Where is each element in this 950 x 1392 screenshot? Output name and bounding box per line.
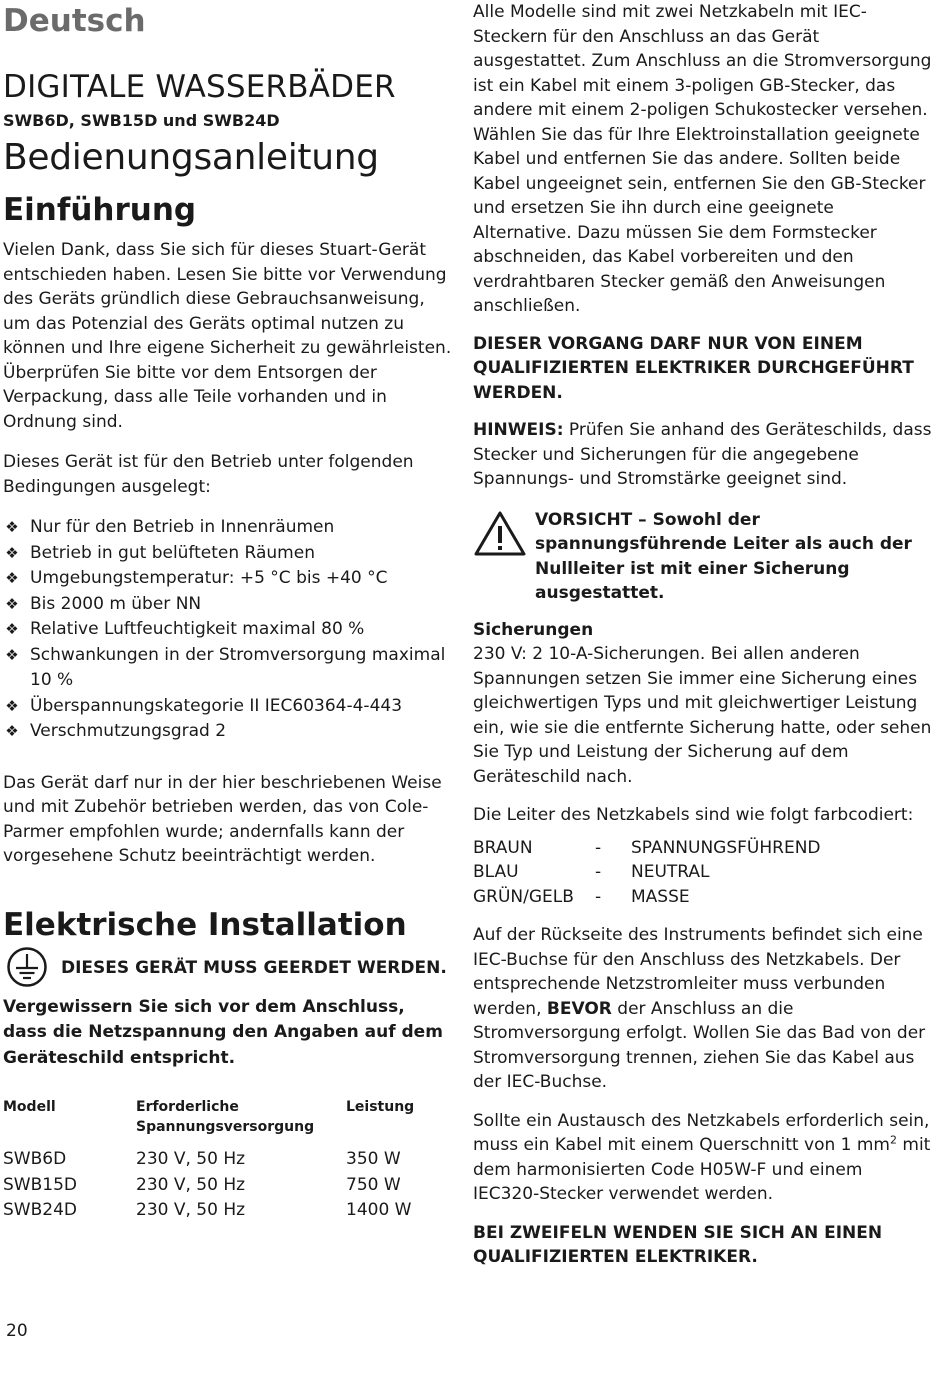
table-cell: -: [595, 862, 602, 882]
list-item: ❖ Überspannungskategorie II IEC60364-4-443: [3, 694, 453, 720]
caution-row: [473, 508, 933, 606]
document-title: DIGITALE WASSERBÄDER: [3, 69, 396, 105]
document-subtitle: Bedienungsanleitung: [3, 137, 379, 178]
table-row: [473, 860, 821, 885]
bullet-icon: ❖: [5, 518, 19, 536]
table-cell: SPANNUNGSFÜHREND: [631, 837, 821, 858]
bullet-icon: ❖: [5, 543, 19, 562]
superscript: 2: [889, 1133, 897, 1147]
cables-paragraph: Alle Modelle sind mit zwei Netzkabeln mit IEC-Steckern für den Anschluss an das Gerät ausgestattet. Zum Anschluss an die Stromversorgung ist ein Kabel mit einem 3-poligen GB-Stecker, das andere mit einem 2-poligen Schukostecker versehen. Wählen Sie das für Ihre Elektroinstallation geeignete Kabel und entfernen Sie das andere. Sollten beide Kabel ungeeignet sein, entfernen Sie den GB-Stecker und ersetzen Sie ihn durch eine geeignete Alternative. Dazu müssen Sie dem Formstecker abschneiden, das Kabel vorbereiten und den verdrahtbaren Stecker gemäß den Anweisungen anschließen.: [473, 2, 932, 316]
fuses-heading: Sicherungen: [473, 619, 594, 640]
usage-note: Das Gerät darf nur in der hier beschriebenen Weise und mit Zubehör betrieben werden, das von Cole-Parmer empfohlen wurde; andernfalls kann der vorgesehene Schutz beeinträchtigt werden.: [3, 772, 442, 866]
voltage-check-text: Vergewissern Sie sich vor dem Anschluss, dass die Netzspannung den Angaben auf dem Geräteschild entspricht.: [3, 996, 443, 1068]
table-cell: 230 V, 50 Hz: [136, 1149, 246, 1169]
table-cell: 230 V, 50 Hz: [136, 1200, 246, 1220]
cable-replacement-paragraph: Sollte ein Austausch des Netzkabels erforderlich sein, muss ein Kabel mit einem Querschnitt von 1 $mm^2$ mit dem harmonisierten Code H05W-F und einem IEC320-Stecker verwendet werden.: [473, 1110, 931, 1204]
doubt-warning: BEI ZWEIFELN WENDEN SIE SICH AN EINEN QUALIFIZIERTEN ELEKTRIKER.: [473, 1222, 883, 1267]
intro-heading: Einführung: [3, 192, 197, 228]
socket-paragraph: Auf der Rückseite des Instruments befindet sich eine IEC-Buchse für den Anschluss des Netzkabels. Der entsprechende Netzstromleiter muss verbunden werden, BEVOR der Anschluss an die Stromversorgung erfolgt. Wollen Sie das Bad von der Stromversorgung trennen, ziehen Sie das Kabel aus der IEC-Buchse.: [473, 925, 926, 1092]
list-item: ❖ Betrieb in gut belüfteten Räumen: [3, 541, 453, 567]
table-header-row: [3, 1097, 446, 1147]
warning-triangle-icon: [473, 510, 527, 558]
bullet-icon: ❖: [5, 645, 19, 664]
bullet-icon: ❖: [5, 569, 19, 587]
table-cell: GRÜN/GELB: [473, 886, 574, 907]
right-column: [473, 0, 933, 1270]
left-column: [3, 0, 453, 1224]
fuses-paragraph: 230 V: 2 10-A-Sicherungen. Bei allen anderen Spannungen setzen Sie immer eine Sicherung eines gleichwertigen Typs und mit gleichwertiger Leistung ein, wie sie die entfernte Sicherung hatte, oder sehen Sie Typ und Leistung der Sicherung auf dem Geräteschild nach.: [473, 644, 932, 787]
table-cell: -: [595, 837, 602, 858]
model-list: SWB6D, SWB15D und SWB24D: [3, 111, 280, 130]
power-table: [3, 1097, 446, 1224]
table-header-cell: Erforderliche Spannungsversorgung: [136, 1099, 315, 1135]
table-cell: MASSE: [631, 886, 690, 907]
table-cell: BRAUN: [473, 837, 533, 858]
table-row: [473, 836, 821, 861]
table-cell: -: [595, 886, 602, 907]
list-item: ❖ Nur für den Betrieb in Innenräumen: [3, 515, 453, 541]
table-cell: 350 W: [346, 1149, 401, 1169]
language-label: Deutsch: [3, 3, 146, 39]
bullet-icon: ❖: [5, 696, 19, 715]
electrical-heading: Elektrische Installation: [3, 906, 407, 943]
ground-warning-text: DIESES GERÄT MUSS GEERDET WERDEN.: [61, 957, 447, 978]
table-cell: BLAU: [473, 862, 519, 882]
before-emphasis: BEVOR: [546, 998, 612, 1019]
conditions-intro: Dieses Gerät ist für den Betrieb unter folgenden Bedingungen ausgelegt:: [3, 452, 414, 497]
table-cell: SWB6D: [3, 1149, 67, 1169]
table-row: [473, 885, 821, 910]
caution-text: VORSICHT – Sowohl der spannungsführende Leiter als auch der Nullleiter ist mit einer Sicherung ausgestattet.: [535, 509, 912, 603]
list-item: ❖ Verschmutzungsgrad 2: [3, 719, 453, 745]
bullet-icon: ❖: [5, 594, 19, 613]
page-number: 20: [6, 1321, 28, 1341]
list-item: ❖ Relative Luftfeuchtigkeit maximal 80 %: [3, 617, 453, 643]
table-cell: 1400 W: [346, 1200, 412, 1220]
list-item: ❖ Bis 2000 m über NN: [3, 592, 453, 618]
table-cell: NEUTRAL: [631, 862, 710, 882]
table-row: [3, 1173, 446, 1199]
table-header-cell: Leistung: [346, 1099, 415, 1115]
table-row: [3, 1147, 446, 1173]
bullet-icon: ❖: [5, 722, 19, 740]
table-cell: 230 V, 50 Hz: [136, 1174, 246, 1195]
hint-label: HINWEIS:: [473, 420, 564, 440]
intro-paragraph: Vielen Dank, dass Sie sich für dieses Stuart-Gerät entschieden haben. Lesen Sie bitte vor Verwendung des Geräts gründlich diese Gebrauchsanweisung, um das Potenzial des Geräts optimal nutzen zu können und Ihre eigene Sicherheit zu gewährleisten. Überprüfen Sie bitte vor dem Entsorgen der Verpackung, dass alle Teile vorhanden und in Ordnung sind.: [3, 240, 452, 432]
earth-ground-icon: [3, 947, 55, 987]
table-header-cell: Modell: [3, 1099, 56, 1115]
table-cell: SWB15D: [3, 1174, 77, 1195]
hint-paragraph: [473, 418, 933, 492]
hint-text: Prüfen Sie anhand des Geräteschilds, dass Stecker und Sicherungen für die angegebene Spannungs- und Stromstärke geeignet sind.: [473, 420, 932, 489]
list-item: ❖ Umgebungstemperatur: +5 °C bis +40 °C: [3, 566, 453, 592]
electrician-warning: DIESER VORGANG DARF NUR VON EINEM QUALIFIZIERTEN ELEKTRIKER DURCHGEFÜHRT WERDEN.: [473, 333, 914, 403]
table-cell: SWB24D: [3, 1200, 77, 1220]
ground-warning-row: [3, 947, 453, 987]
conditions-list: [3, 515, 453, 745]
table-cell: 750 W: [346, 1174, 401, 1195]
bullet-icon: ❖: [5, 620, 19, 638]
list-item: ❖ Schwankungen in der Stromversorgung maximal 10 %: [3, 643, 453, 694]
table-row: [3, 1198, 446, 1224]
color-code-intro: Die Leiter des Netzkabels sind wie folgt farbcodiert:: [473, 805, 914, 825]
color-code-table: [473, 836, 821, 910]
